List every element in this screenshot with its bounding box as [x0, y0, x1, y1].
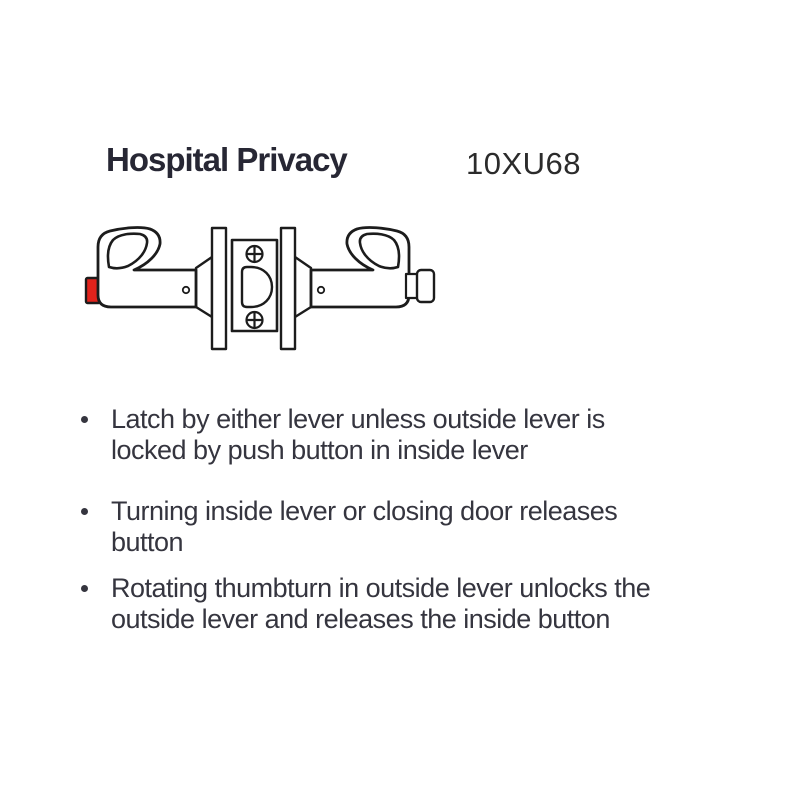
feature-line: Turning inside lever or closing door releases: [111, 496, 618, 526]
feature-line: locked by push button in inside lever: [111, 435, 528, 465]
page-title: Hospital Privacy: [106, 141, 347, 178]
inside-rose-plate: [212, 228, 226, 349]
thumbturn-cap: [417, 270, 434, 302]
inside-lever-neck: [196, 257, 212, 317]
inside-lever: [98, 228, 212, 317]
latch-bolt: [242, 267, 272, 307]
model-number: 10XU68: [466, 146, 582, 181]
feature-item-1: [79, 404, 759, 466]
lockset-drawing-group: [86, 228, 434, 349]
outside-rose-plate: [281, 228, 295, 349]
feature-item-3: [79, 573, 759, 635]
latch-screw-bottom: [247, 312, 263, 328]
latch-screw-top: [247, 246, 263, 262]
feature-item-2: [79, 496, 759, 558]
feature-line: button: [111, 527, 184, 557]
feature-text: [111, 573, 650, 635]
outside-lever-spanner-hole: [318, 287, 324, 293]
outside-lever: [295, 228, 409, 317]
feature-line: Rotating thumbturn in outside lever unlocks the: [111, 573, 651, 603]
bullet-icon: [81, 585, 88, 592]
feature-list: [79, 404, 759, 635]
bullet-icon: [81, 508, 88, 515]
feature-text: [111, 404, 605, 466]
feature-line: outside lever and releases the inside button: [111, 604, 610, 634]
feature-line: Latch by either lever unless outside lever is: [111, 404, 605, 434]
outside-lever-neck: [295, 257, 311, 317]
bullet-icon: [81, 416, 88, 423]
inside-lever-spanner-hole: [183, 287, 189, 293]
feature-text: [111, 496, 617, 558]
